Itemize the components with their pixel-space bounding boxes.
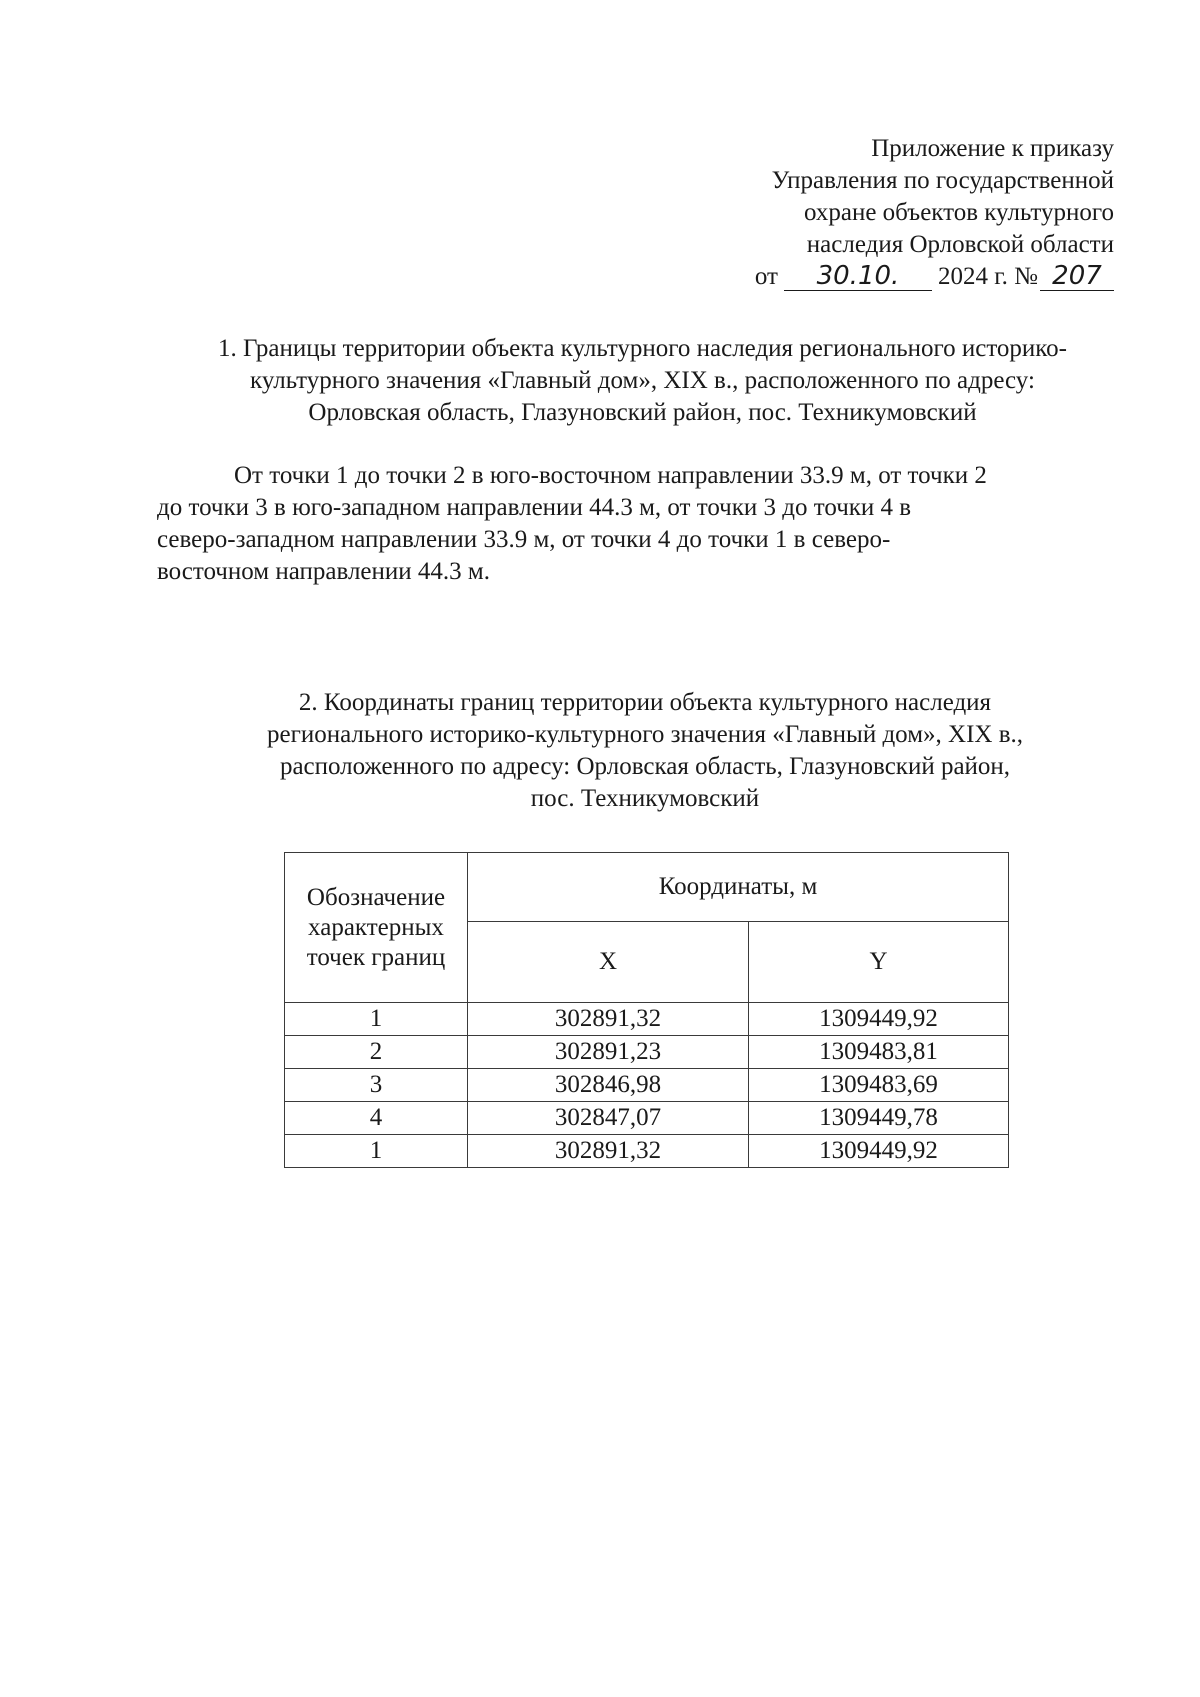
table-row [285,1102,1009,1135]
x-cell: 302891,32 [468,1135,749,1168]
header-line: Приложение к приказу [871,135,1114,162]
body-line: От точки 1 до точки 2 в юго-восточном направлении 33.9 м, от точки 2 [234,462,987,489]
coordinates-table [284,852,1009,1168]
appendix-header [594,133,1114,293]
header-line: охране объектов культурного [803,199,1114,226]
y-cell: 1309483,81 [749,1036,1009,1069]
section2-title [210,687,1080,815]
title-line: Орловская область, Глазуновский район, пос. Техникумовский [308,399,977,426]
boundary-description [157,460,1127,588]
y-column-header: Y [749,922,1009,1003]
order-date-line [594,261,1114,293]
x-cell: 302891,32 [468,1003,749,1036]
table-row [285,1135,1009,1168]
table-row [285,1036,1009,1069]
body-line: до точки 3 в юго-западном направлении 44.3 м, от точки 3 до точки 4 в [157,494,912,521]
point-cell: 3 [285,1069,468,1102]
header-line: Управления по государственной [771,167,1114,194]
point-cell: 1 [285,1003,468,1036]
points-column-header: Обозначение характерных точек границ [285,853,468,1003]
y-cell: 1309449,92 [749,1135,1009,1168]
date-prefix: от [754,263,778,290]
order-year: 2024 г. № [937,263,1038,290]
y-cell: 1309449,92 [749,1003,1009,1036]
y-cell: 1309449,78 [749,1102,1009,1135]
title-line: регионального историко-культурного значения «Главный дом», XIX в., [266,721,1024,748]
y-cell: 1309483,69 [749,1069,1009,1102]
x-cell: 302846,98 [468,1069,749,1102]
title-line: 2. Координаты границ территории объекта культурного наследия [298,689,992,716]
body-line: восточном направлении 44.3 м. [157,558,490,585]
coordinates-header: Координаты, м [468,853,1009,922]
table-row [285,1069,1009,1102]
header-line: наследия Орловской области [806,231,1114,258]
x-cell: 302847,07 [468,1102,749,1135]
table-row [285,1003,1009,1036]
title-line: расположенного по адресу: Орловская область, Глазуновский район, [279,753,1011,780]
title-line: пос. Техникумовский [530,785,760,812]
handwritten-order-number: 207 [1040,262,1114,291]
point-cell: 4 [285,1102,468,1135]
title-line: 1. Границы территории объекта культурного наследия регионального историко- [217,335,1068,362]
point-cell: 1 [285,1135,468,1168]
point-cell: 2 [285,1036,468,1069]
handwritten-date: 30.10. [784,262,932,291]
x-cell: 302891,23 [468,1036,749,1069]
body-line: северо-западном направлении 33.9 м, от точки 4 до точки 1 в северо- [157,526,891,553]
x-column-header: X [468,922,749,1003]
title-line: культурного значения «Главный дом», XIX в., расположенного по адресу: [250,367,1035,394]
section1-title [160,333,1125,429]
